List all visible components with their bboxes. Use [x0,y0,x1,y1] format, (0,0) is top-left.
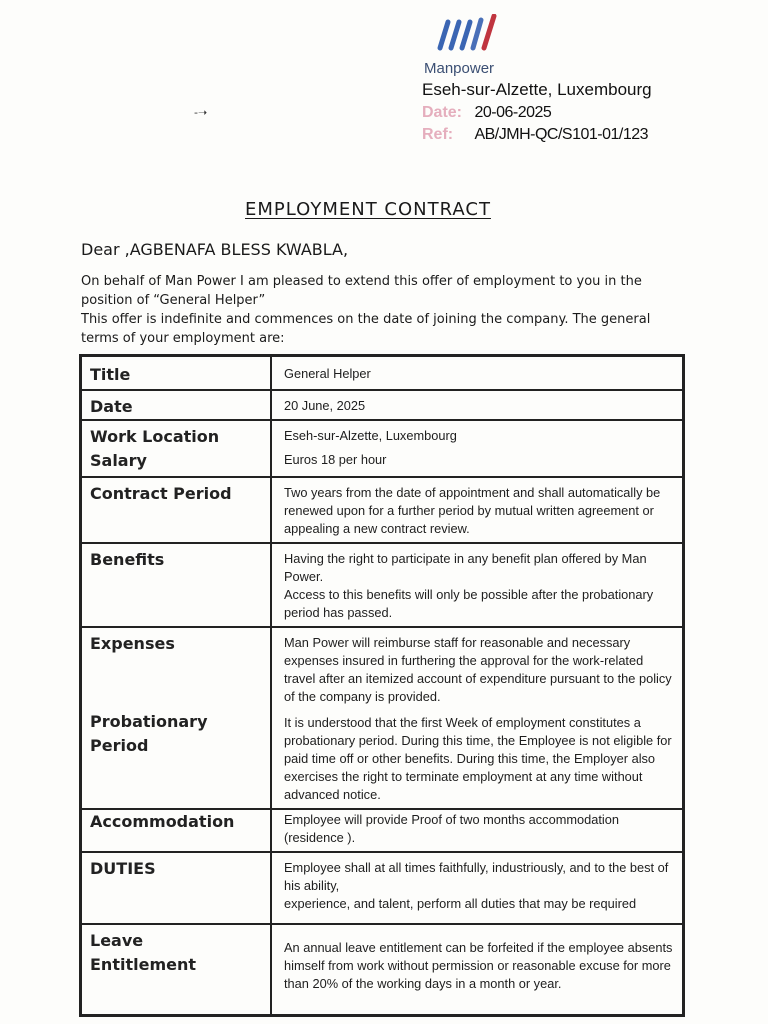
probationary-text: It is understood that the first Week of employment constitutes a probationary period. During this time, the Employee is not eligible for paid time off or other benefits. During this time, the Employer also exercises the right to terminate employment at any time without advanced notice. [284,714,672,802]
duties-text-2: experience, and talent, perform all duties that may be required [284,895,637,911]
term-label-title: Title [81,356,272,390]
benefits-text-1: Having the right to participate in any benefit plan offered by Man Power. [284,550,647,584]
term-label-expenses-probation [81,627,272,809]
table-row [81,924,684,1016]
ref-label: Ref: [422,126,454,143]
date-line [422,104,551,122]
table-row [81,543,684,627]
table-row [81,390,684,420]
term-label-benefits: Benefits [81,543,272,627]
term-value-contract-period: Two years from the date of appointment and shall automatically be renewed upon for a further period by mutual written agreement or appealing a new contract review. [271,477,684,543]
term-label-work-salary [81,420,272,477]
company-name: Manpower [424,60,495,77]
term-label-leave-2: Entitlement [90,954,196,974]
term-value-duties [271,852,684,924]
table-row [81,420,684,477]
intro-paragraph-2: This offer is indefinite and commences on the date of joining the company. The general terms of your employment are: [81,312,651,346]
intro-text [81,272,681,348]
logo-stroke-3 [462,22,470,48]
table-row [81,356,684,390]
terms-table [79,354,685,1017]
term-label-leave-1: Leave [90,930,144,950]
logo-stroke-4 [473,20,481,48]
term-value-leave: An annual leave entitlement can be forfeited if the employee absents himself from work without permission or reasonable excuse for more than 20% of the working days in a month or year. [271,924,684,1016]
date-label: Date: [422,104,463,121]
term-value-benefits [271,543,684,627]
term-value-expenses-probation [271,627,684,809]
company-location: Eseh-sur-Alzette, Luxembourg [422,80,652,99]
term-label-expenses: Expenses [90,633,175,653]
logo-stroke-5 [484,16,494,48]
logo-stroke-1 [440,22,448,48]
ref-line [422,126,648,144]
table-row [81,809,684,852]
expenses-text: Man Power will reimburse staff for reasonable and necessary expenses insured in furthering the approval for the work-related travel after an itemized account of expenditure pursuant to the policy of the company is provided. [284,634,672,704]
term-label-date: Date [81,390,272,420]
term-label-period: Period [90,735,149,755]
term-label-accommodation: Accommodation [81,809,272,852]
term-label-work-location: Work Location [90,426,220,446]
logo-stroke-2 [451,22,459,48]
term-value-work-location: Eseh-sur-Alzette, Luxembourg [284,427,457,443]
table-row [81,852,684,924]
manpower-logo [434,14,504,54]
term-value-date: 20 June, 2025 [271,390,684,420]
salutation: Dear ,AGBENAFA BLESS KWABLA, [81,240,349,259]
table-row [81,477,684,543]
intro-paragraph-1: On behalf of Man Power I am pleased to extend this offer of employment to you in the position of “General Helper” [81,274,642,308]
document-title: EMPLOYMENT CONTRACT [245,199,491,220]
term-label-salary: Salary [90,450,147,470]
table-row [81,627,684,809]
benefits-text-2: Access to this benefits will only be possible after the probationary period has passed. [284,586,654,620]
term-label-leave [81,924,272,1016]
term-value-work-salary [271,420,684,477]
term-value-accommodation: Employee will provide Proof of two months accommodation (residence ). [271,809,684,852]
term-value-title: General Helper [271,356,684,390]
arrow-mark-icon: -➝ [194,106,208,119]
term-label-contract-period: Contract Period [81,477,272,543]
duties-text-1: Employee shall at all times faithfully, industriously, and to the best of his ability, [284,859,669,893]
term-value-salary: Euros 18 per hour [284,451,387,467]
date-value: 20-06-2025 [474,104,552,121]
ref-value: AB/JMH-QC/S101-01/123 [474,126,649,143]
term-label-duties: DUTIES [81,852,272,924]
term-label-probationary: Probationary [90,711,208,731]
